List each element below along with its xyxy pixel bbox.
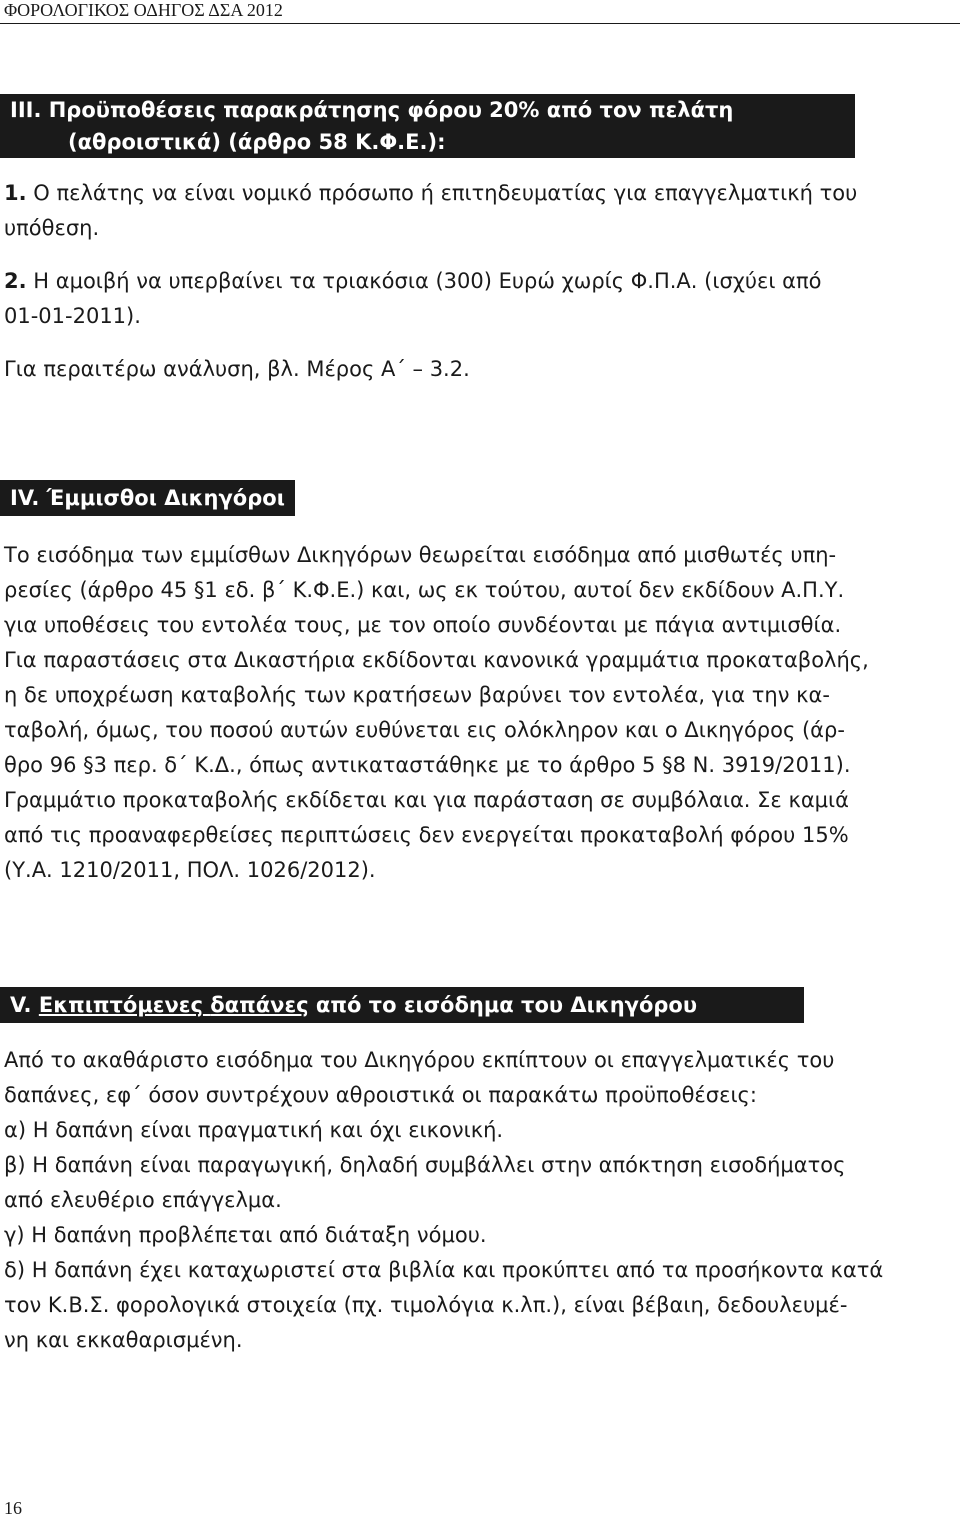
section-4-heading: IV. Έμμισθοι Δικηγόροι (0, 480, 295, 516)
paragraph-line: ταβολή, όμως, του ποσού αυτών ευθύνεται εις ολόκληρον και ο Δικηγόρος (άρ- (4, 718, 845, 742)
paragraph-line: Για παραστάσεις στα Δικαστήρια εκδίδονται κανονικά γραμμάτια προκαταβολής, (4, 648, 869, 672)
paragraph-line: ρεσίες (άρθρο 45 §1 εδ. β΄ Κ.Φ.Ε.) και, ως εκ τούτου, αυτοί δεν εκδίδουν Α.Π.Υ. (4, 578, 845, 602)
paragraph-line: από τις προαναφερθείσες περιπτώσεις δεν ενεργείται προκαταβολή φόρου 15% (4, 823, 849, 847)
list-item-continuation: από ελευθέριο επάγγελμα. (4, 1188, 282, 1212)
paragraph-line: Γραμμάτιο προκαταβολής εκδίδεται και για παράσταση σε συμβόλαια. Σε καμιά (4, 788, 849, 812)
section-3-heading-line-2: (αθροιστικά) (άρθρο 58 Κ.Φ.Ε.): (68, 130, 446, 154)
list-item: δ) Η δαπάνη έχει καταχωριστεί στα βιβλία και προκύπτει από τα προσήκοντα κατά (4, 1258, 884, 1282)
section-3-heading-line-1: ΙΙΙ. Προϋποθέσεις παρακράτησης φόρου 20% από τον πελάτη (10, 98, 734, 122)
section-5-body (4, 1043, 956, 1358)
list-item-continuation: τον Κ.Β.Σ. φορολογικά στοιχεία (πχ. τιμολόγια κ.λπ.), είναι βέβαιη, δεδουλευμέ- (4, 1293, 848, 1317)
paragraph-line: Από το ακαθάριστο εισόδημα του Δικηγόρου εκπίπτουν οι επαγγελματικές του (4, 1048, 835, 1072)
running-header: ΦΟΡΟΛΟΓΙΚΟΣ ΟΔΗΓΟΣ ΔΣΑ 2012 (4, 0, 283, 20)
section-5-heading-prefix: V. (10, 993, 39, 1017)
paragraph-line: Το εισόδημα των εμμίσθων Δικηγόρων θεωρείται εισόδημα από μισθωτές υπη- (4, 543, 837, 567)
header-rule (0, 23, 960, 24)
paragraph-line: η δε υποχρέωση καταβολής των κρατήσεων βαρύνει τον εντολέα, για την κα- (4, 683, 830, 707)
section-3-item-1 (4, 176, 956, 246)
item-number: 1. (4, 181, 27, 205)
paragraph-line: δαπάνες, εφ΄ όσον συντρέχουν αθροιστικά οι παρακάτω προϋποθέσεις: (4, 1083, 757, 1107)
list-item: γ) Η δαπάνη προβλέπεται από διάταξη νόμου. (4, 1223, 487, 1247)
page-number: 16 (4, 1498, 22, 1518)
list-item: β) Η δαπάνη είναι παραγωγική, δηλαδή συμβάλλει στην απόκτηση εισοδήματος (4, 1153, 846, 1177)
paragraph-line: (Υ.Α. 1210/2011, ΠΟΛ. 1026/2012). (4, 858, 376, 882)
section-4-paragraph-1 (4, 538, 956, 643)
section-3-item-2 (4, 264, 956, 334)
section-5-heading-part-2: δαπάνες (210, 993, 309, 1017)
section-4-paragraph-2 (4, 643, 956, 888)
list-item: α) Η δαπάνη είναι πραγματική και όχι εικονική. (4, 1118, 504, 1142)
section-5-heading (0, 987, 804, 1023)
item-text: Ο πελάτης να είναι νομικό πρόσωπο ή επιτηδευματίας για επαγγελματική του (26, 181, 858, 205)
list-item-continuation: νη και εκκαθαρισμένη. (4, 1328, 243, 1352)
paragraph-line: θρο 96 §3 περ. δ΄ Κ.Δ., όπως αντικαταστάθηκε με το άρθρο 5 §8 Ν. 3919/2011). (4, 753, 851, 777)
item-text: 01-01-2011). (4, 304, 141, 328)
section-5-heading-rest: από το εισόδημα του Δικηγόρου (308, 993, 698, 1017)
item-number: 2. (4, 269, 27, 293)
item-text: υπόθεση. (4, 216, 100, 240)
item-text: Η αμοιβή να υπερβαίνει τα τριακόσια (300) Ευρώ χωρίς Φ.Π.Α. (ισχύει από (26, 269, 822, 293)
section-3-note: Για περαιτέρω ανάλυση, βλ. Μέρος Α΄ – 3.2. (4, 357, 470, 381)
paragraph-line: για υποθέσεις του εντολέα τους, με τον οποίο συνδέονται με πάγια αντιμισθία. (4, 613, 842, 637)
section-3-heading (0, 94, 855, 158)
section-5-heading-part-1: Εκπιπτόμενες (38, 993, 203, 1017)
